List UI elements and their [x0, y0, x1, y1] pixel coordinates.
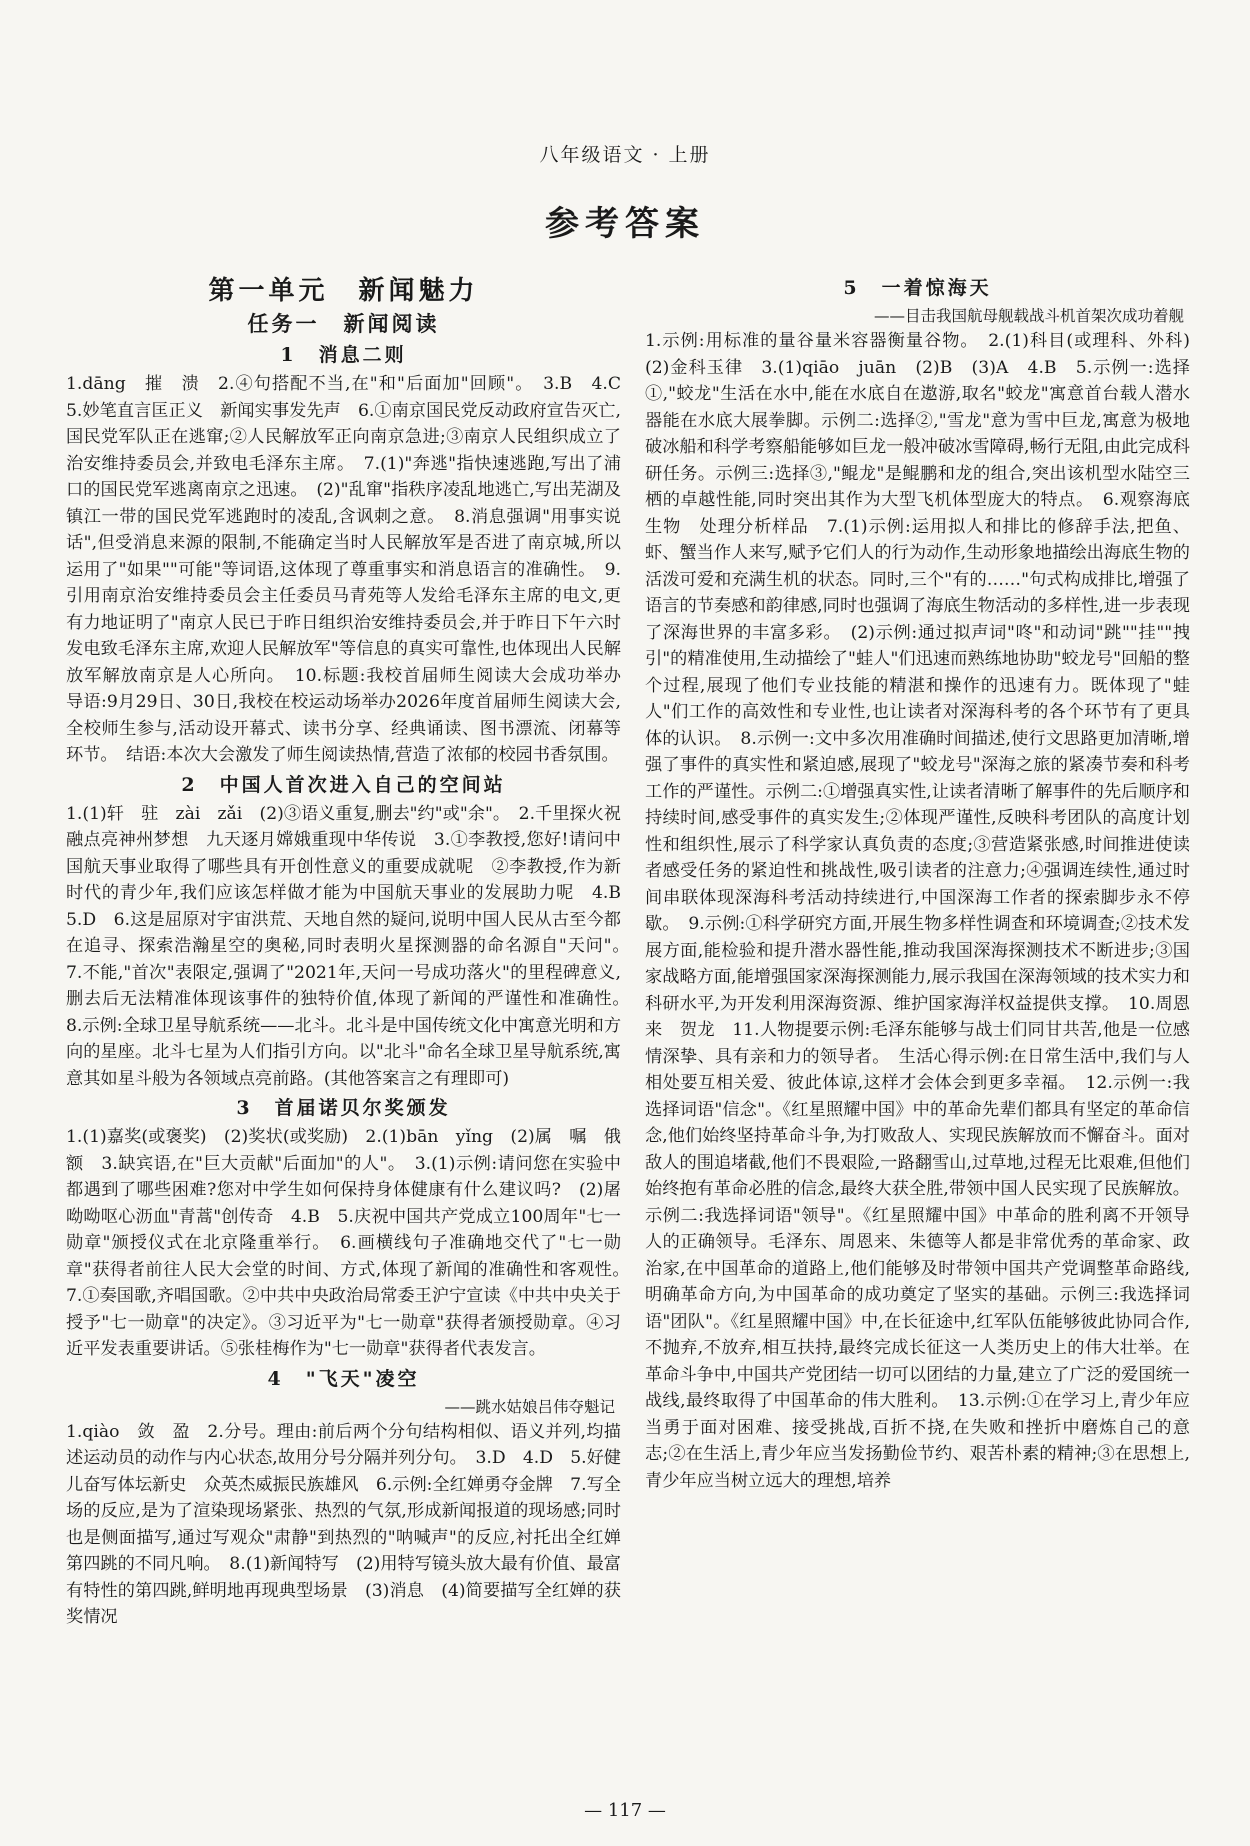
- unit-title: 第一单元 新闻魅力: [208, 276, 479, 306]
- lesson-heading-3: 3 首届诺贝尔奖颁发: [236, 1097, 451, 1119]
- right-column: [645, 272, 1208, 1494]
- lesson-answers-4: 1.qiào 敛 盈 2.分号。理由:前后两个分句结构相似、语义并列,均描述运动员的动作与内心状态,故用分号分隔并列分句。 3.D 4.D 5.好健儿奋写体坛新史 众英杰威振民族雄风 6.示例:全红婵勇夺金牌 7.写全场的反应,是为了渲染现场紧张、热烈的气氛,形成新闻报道的现场感;同时也是侧面描写,通过写观众"肃静"到热烈的"呐喊声"的反应,衬托出全红婵第四跳的不同凡响。 8.(1)新闻特写 (2)用特写镜头放大最有价值、最富有特性的第四跳,鲜明地再现典型场景 (3)消息 (4)简要描写全红婵的获奖情况: [66, 1421, 621, 1627]
- lesson-heading-5: 5 一着惊海天: [843, 277, 992, 299]
- lesson-answers-5: 1.示例:用标准的量谷量米容器衡量谷物。 2.(1)科目(或理科、外科) (2)金科玉律 3.(1)qiāo juān (2)B (3)A 4.B 5.示例一:选择①,"蛟龙"生活在水中,能在水底自在遨游,取名"蛟龙"寓意首台载人潜水器能在水底大展拳脚。示例二:选择②,"雪龙"意为雪中巨龙,寓意为极地破冰船和科学考察船能够如巨龙一般冲破冰雪障碍,畅行无阻,由此完成科研任务。示例三:选择③,"鲲龙"是鲲鹏和龙的组合,突出该机型水陆空三栖的卓越性能,同时突出其作为大型飞机体型庞大的特点。 6.观察海底生物 处理分析样品 7.(1)示例:运用拟人和排比的修辞手法,把鱼、虾、蟹当作人来写,赋予它们人的行为动作,生动形象地描绘出海底生物的活泼可爱和充满生机的状态。同时,三个"有的……"句式构成排比,增强了语言的节奏感和韵律感,同时也强调了海底生物活动的多样性,进一步表现了深海世界的丰富多彩。 (2)示例:通过拟声词"咚"和动词"跳""挂""拽引"的精准使用,生动描绘了"蛙人"们迅速而熟练地协助"蛟龙号"回船的整个过程,展现了他们专业技能的精湛和操作的迅速有力。既体现了"蛙人"们工作的高效性和专业性,也让读者对深海科考的各个环节有了更具体的认识。 8.示例一:文中多次用准确时间描述,使行文思路更加清晰,增强了事件的真实性和紧迫感,展现了"蛟龙号"深海之旅的紧凑节奏和科考工作的严谨性。示例二:①增强真实性,让读者清晰了解事件的先后顺序和持续时间,感受事件的真实发生;②体现严谨性,反映科考团队的高度计划性和组织性,展示了科学家认真负责的态度;③营造紧张感,时间推进使读者感受任务的紧迫性和挑战性,吸引读者的注意力;④强调连续性,通过时间串联体现深海科考活动持续进行,中国深海工作者的探索脚步永不停歇。 9.示例:①科学研究方面,开展生物多样性调查和环境调查;②技术发展方面,能检验和提升潜水器性能,推动我国深海探测技术不断进步;③国家战略方面,能增强国家深海探测能力,展示我国在深海领域的技术实力和科研水平,为开发利用深海资源、维护国家海洋权益提供支撑。 10.周恩来 贺龙 11.人物提要示例:毛泽东能够与战士们同甘共苦,他是一位感情深挚、具有亲和力的领导者。 生活心得示例:在日常生活中,我们与人相处要互相关爱、彼此体谅,这样才会体会到更多幸福。 12.示例一:我选择词语"信念"。《红星照耀中国》中的革命先辈们都具有坚定的革命信念,他们始终坚持革命斗争,为打败敌人、实现民族解放而不懈奋斗。面对敌人的围追堵截,他们不畏艰险,一路翻雪山,过草地,过程无比艰难,但他们始终抱有革命必胜的信念,最终大获全胜,带领中国人民实现了民族解放。示例二:我选择词语"领导"。《红星照耀中国》中革命的胜利离不开领导人的正确领导。毛泽东、周恩来、朱德等人都是非常优秀的革命家、政治家,在中国革命的道路上,他们能够及时带领中国共产党调整革命路线,明确革命方向,为中国革命的成功奠定了坚实的基础。示例三:我选择词语"团队"。《红星照耀中国》中,在长征途中,红军队伍能够彼此协同合作,不抛弃,不放弃,相互扶持,最终完成长征这一人类历史上的伟大壮举。在革命斗争中,中国共产党团结一切可以团结的力量,建立了广泛的爱国统一战线,最终取得了中国革命的伟大胜利。 13.示例:①在学习上,青少年应当勇于面对困难、接受挑战,百折不挠,在失败和挫折中磨炼自己的意志;②在生活上,青少年应当发扬勤俭节约、艰苦朴素的精神;③在思想上,青少年应当树立远大的理想,培养: [645, 331, 1208, 1491]
- lesson-answers-3: 1.(1)嘉奖(或褒奖) (2)奖状(或奖励) 2.(1)bān yǐng (2)属 嘱 俄 额 3.缺宾语,在"巨大贡献"后面加"的人"。 3.(1)示例:请问您在实验中都遇到了哪些困难?您对中学生如何保持身体健康有什么建议吗? (2)屠呦呦呕心沥血"青蒿"创传奇 4.B 5.庆祝中国共产党成立100周年"七一勋章"颁授仪式在北京隆重举行。 6.画横线句子准确地交代了"七一勋章"获得者前往人民大会堂的时间、方式,体现了新闻的准确性和客观性。 7.①奏国歌,齐唱国歌。②中共中央政治局常委王沪宁宣读《中共中央关于授予"七一勋章"的决定》。③习近平为"七一勋章"获得者颁授勋章。④习近平发表重要讲话。⑤张桂梅作为"七一勋章"获得者代表发言。: [66, 1127, 639, 1359]
- lesson-subtitle-4: ——跳水姑娘吕伟夺魁记: [444, 1397, 615, 1416]
- lesson-answers-1: 1.dāng 摧 溃 2.④句搭配不当,在"和"后面加"回顾"。 3.B 4.C 5.妙笔直言匡正义 新闻实事发先声 6.①南京国民党反动政府宣告灭亡,国民党军队正在逃窜;②人民解放军正向南京急进;③南京人民组织成立了治安维持委员会,并致电毛泽东主席。 7.(1)"奔逃"指快速逃跑,写出了浦口的国民党军逃离南京之迅速。 (2)"乱窜"指秩序凌乱地逃亡,写出芜湖及镇江一带的国民党军逃跑时的凌乱,含讽刺之意。 8.消息强调"用事实说话",但受消息来源的限制,不能确定当时人民解放军是否进了南京城,所以运用了"如果""可能"等词语,这体现了尊重事实和消息语言的准确性。 9.引用南京治安维持委员会主任委员马青苑等人发给毛泽东主席的电文,更有力地证明了"南京人民已于昨日组织治安维持委员会,并于昨日下午六时发电致毛泽东主席,欢迎人民解放军"等信息的真实可靠性,也体现出人民解放军解放南京是人心所向。 10.标题:我校首届师生阅读大会成功举办 导语:9月29日、30日,我校在校运动场举办2026年度首届师生阅读大会,全校师生参与,活动设开幕式、读书分享、经典诵读、图书漂流、闭幕等环节。 结语:本次大会激发了师生阅读热情,营造了浓郁的校园书香氛围。: [66, 374, 639, 765]
- page-header: 八年级语文 · 上册: [539, 144, 711, 166]
- page-number: — 117 —: [584, 1800, 666, 1821]
- page-title: 参考答案: [545, 204, 705, 244]
- lesson-heading-4: 4 "飞天"凌空: [267, 1367, 420, 1390]
- lesson-answers-2: 1.(1)轩 驻 zài zǎi (2)③语义重复,删去"约"或"余"。 2.千里探火祝融点亮神州梦想 九天逐月嫦娥重现中华传说 3.①李教授,您好!请问中国航天事业取得了哪些具有开创性意义的重要成就呢 ②李教授,作为新时代的青少年,我们应该怎样做才能为中国航天事业的发展助力呢 4.B 5.D 6.这是屈原对宇宙洪荒、天地自然的疑问,说明中国人民从古至今都在追寻、探索浩瀚星空的奥秘,同时表明火星探测器的命名源自"天问"。 7.不能,"首次"表限定,强调了"2021年,天问一号成功落火"的里程碑意义,删去后无法精准体现该事件的独特价值,体现了新闻的严谨性和准确性。 8.示例:全球卫星导航系统——北斗。北斗是中国传统文化中寓意光明和方向的星座。北斗七星为人们指引方向。以"北斗"命名全球卫星导航系统,寓意其如星斗般为各领域点亮前路。(其他答案言之有理即可): [66, 803, 639, 1089]
- lesson-subtitle-5: ——目击我国航母舰载战斗机首架次成功着舰: [873, 307, 1184, 325]
- task-title: 任务一 新闻阅读: [247, 312, 440, 336]
- lesson-heading-1: 1 消息二则: [280, 344, 407, 366]
- lesson-heading-2: 2 中国人首次进入自己的空间站: [181, 773, 506, 796]
- left-column: [66, 273, 639, 1631]
